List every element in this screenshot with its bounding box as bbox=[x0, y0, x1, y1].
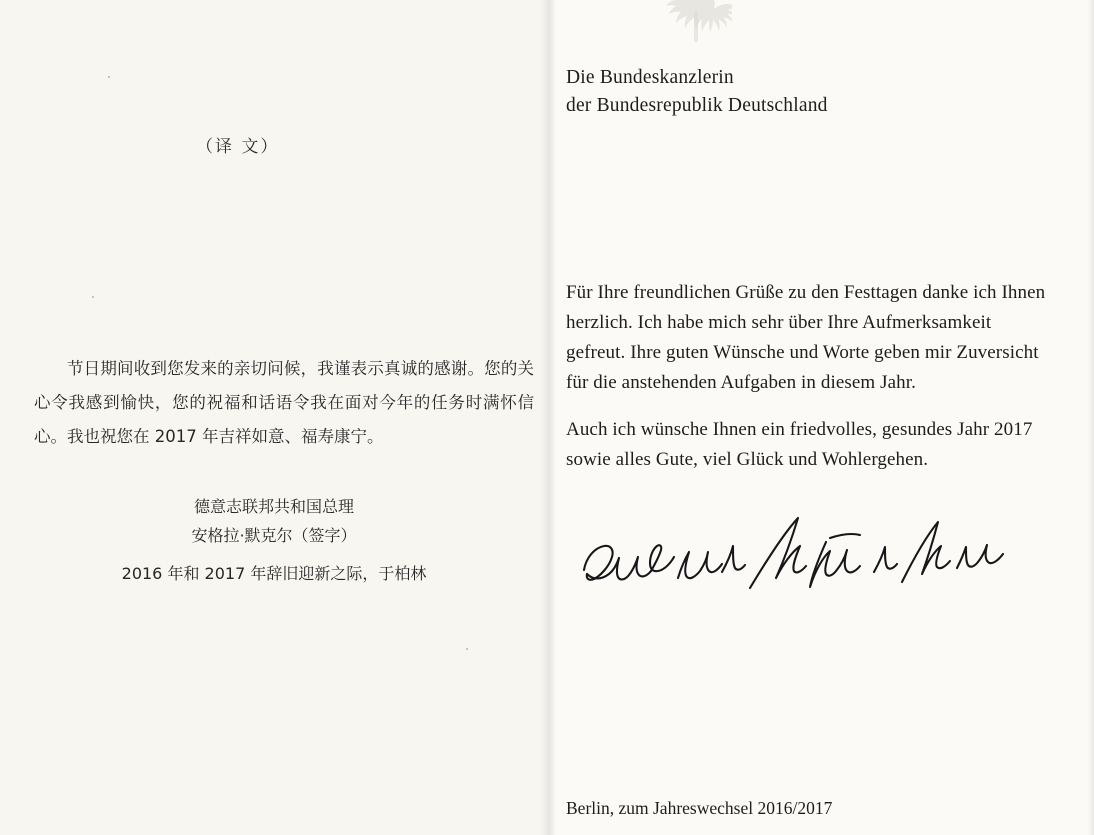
letterhead-line-1: Die Bundeskanzlerin bbox=[566, 67, 734, 88]
federal-eagle-crest-icon bbox=[660, 0, 732, 48]
translation-signature-line-2: 安格拉·默克尔（签字） bbox=[191, 526, 357, 545]
paper-speck bbox=[466, 648, 468, 650]
paper-speck bbox=[92, 296, 94, 298]
translation-heading: （译 文） bbox=[196, 137, 280, 157]
letterhead bbox=[566, 64, 828, 120]
translation-signature-line-1: 德意志联邦共和国总理 bbox=[193, 497, 354, 516]
page-seam bbox=[540, 0, 556, 835]
handwritten-signature bbox=[574, 512, 1044, 602]
translation-signature-line-3: 2016 年和 2017 年辞旧迎新之际，于柏林 bbox=[121, 564, 427, 583]
place-and-date: Berlin, zum Jahreswechsel 2016/2017 bbox=[566, 798, 833, 818]
letter-paragraph-1: Für Ihre freundlichen Grüße zu den Festtagen danke ich Ihnen herzlich. Ich habe mich sehr über Ihre Aufmerksamkeit gefreut. Ihre guten Wünsche und Worte geben mir Zuversicht für die anstehenden Aufgaben in diesem Jahr. bbox=[566, 282, 1046, 393]
scan-edge-shadow bbox=[1088, 0, 1094, 835]
paper-speck bbox=[108, 76, 110, 78]
letter-paragraph-2: Auch ich wünsche Ihnen ein friedvolles, gesundes Jahr 2017 sowie alles Gute, viel Glück und Wohlergehen. bbox=[566, 419, 1033, 470]
letterhead-line-2: der Bundesrepublik Deutschland bbox=[566, 95, 828, 116]
translation-body-text: 节日期间收到您发来的亲切问候，我谨表示真诚的感谢。您的关心令我感到愉快，您的祝福和话语令我在面对今年的任务时满怀信心。我也祝您在 2017 年吉祥如意、福寿康宁。 bbox=[34, 359, 534, 446]
